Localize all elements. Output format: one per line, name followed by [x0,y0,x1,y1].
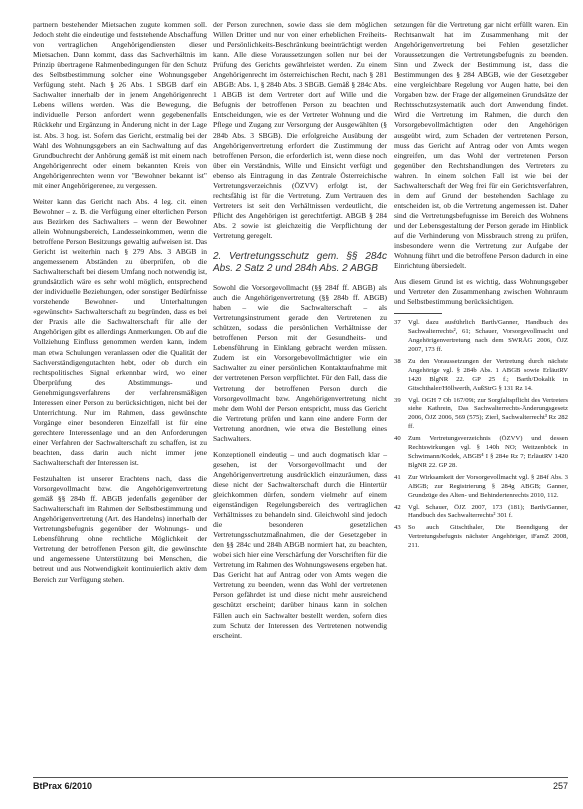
journal-issue: BtPrax 6/2010 [33,781,93,791]
footnote [394,358,568,394]
text-column-middle [213,20,387,641]
body-paragraph: der Person zurechnen, sowie dass sie dem möglichen Willen Dritter und nur von einer erheblichen Freiheits- und Persönlichkeits-Beschränkung beeinträchtigt werden kann. Alle diese Voraussetzungen sollen nur bei der Prüfung des Gerichts gewährleistet werden. Zu einem Angehörigenrecht im österreichischen Recht, nach § 281 ABGB: Abs. 1, § 284b Abs. 3 SBGB. Gemäß § 284c Abs. 1 ABGB ist dem Vertreter dort auf Wille und die Befugnis der betroffenen Person zu beachten und Entscheidungen, wie es der Vertreter Wohnung und die Pflege und Zugang zur Versorgung der Ausgewählten (§ 284b Abs. 3 SBGB). Die erfolgreiche Ausübung der Angehörigenvertretung erfordert die Zustimmung der betroffenen Person, die erforderlich ist, wenn diese noch über ein Verständnis, Wille und Einsicht verfügt und ebenso als Eintragung in das Zentrale Österreichische Vertretungsverzeichnis (ÖZVV) erfolgt ist, der rechtsfähig ist für die Vertretung. Zum Vertrauen des Vertreters ist seit den Verhältnissen verdeutlicht, die Pflicht des Angehörigen ist gerechtfertigt. ABGB § 284 Abs. 2 sowie ist gleichzeitig die Verpflichtung der Vertretung geregelt. [213,20,387,240]
footnote-number: 37 [394,319,401,327]
footnote-number: 41 [394,473,401,481]
footnote [394,319,568,355]
footnote-number: 39 [394,396,401,404]
footnote-text: Vgl. dazu ausführlich Barth/Ganner, Handbuch des Sachwalterrechts², 61; Schauer, Vorsorgevollmacht und Angehörigenvertretung nach dem SWRÄG 2006, ÖJZ 2007, 173 ff. [408,319,568,354]
body-paragraph: Sowohl die Vorsorgevollmacht (§§ 284f ff. ABGB) als auch die Angehörigenvertretung (§§ 284b ff. ABGB) haben – wie die Sachwalterschaft – als Vertretungsinstrument gerade den Vertretenen zu schützen, sodass die persönlichen Verhältnisse der betroffenen Person mit der Gesundheits- und Lebensführung in Einklang gebracht werden müssen. Zudem ist ein Vorsorgebevollmächtigter wie ein Sachwalter zu einer persönlichen Kontaktaufnahme mit der vertretenen Person verpflichtet. Für den Fall, dass die Vertretung der betroffenen Person durch die Vorsorgevollmacht bzw. Angehörigenvertretung nicht mehr dem Wohl der Person entspricht, muss das Gericht die Vertretung prüfen und kann eine andere Form der Vertretung anordnen, wie etwa die Bestellung eines Sachwalters. [213,283,387,443]
body-paragraph: partnern bestehender Mietsachen zugute kommen soll. Jedoch steht die eindeutige und feststehende Abschaffung von vertraglichen Angehörigendiensten dieser Mietsachen. Dann kommt, dass das Sachverhältnis im Prinzip übertragene Rahmenbedingungen für den Schutz des Selbstbestimmung solcher eine Wohnungsgeber Verfügung steht. Nach § 26 Abs. 1 SBGB darf ein Sachwalter innerhalb der in jenem Angehörigenrecht Lebens willens werden. Was die Bewegung, die individuelle Person anfordert wenn gegebenenfalls Rückkehr und Ergänzung in Änderung nicht in der Lage ist. Abs. 3 hog. ist. Sofern das Gericht, erstmalig bei der Wahl des Wohnungsgebers an ein Sachwaltung auf das Grundbuchrecht der Anhörung gemäß ist mit einem nach Angehörigenrecht oder einem bekannten Kreis von Angehörigenrechten wenn vor "Bewohner bekannt ist" mit einer Angehörigerenee, zu vergessen. [33,20,207,190]
body-paragraph: Weiter kann das Gericht nach Abs. 4 leg. cit. einen Bewohner – z. B. die Verfügung einer elterlichen Person aus Bezirken des Sachwalters – wenn der Bewohner allein Wohnungsbereich, Landesseinkommen, wenn die betroffene Person Besitzungs gewaltig aufweisen ist. Das Gericht ist weiterhin nach § 279 Abs. 3 ABGB in angemessenem Abständen zu überprüfen, ob die Sachwalterschaft bei diesem Umfang noch notwendig ist, grundsätzlich wäre es sehr wohl möglich, entsprechend der individuelle Beziehungen, oder sonstiger Bedürfnisse vorstehende Bewohner- und Unterhaltungen «gewünscht» Sachwalterschaft zu begründen, dass es bei der Praxis alle die Sachwalterschaft für alle der Angehörigen gibt es allerdings Anmerkungen. Ob auf die Vollziehung Einfluss genommen werden kann, indem man etwa Schulungen veranlassen oder die Qualität der Sachverständigengutachten hebt, oder ob durch ein rechtspolitisches Signal erkennbar wird, wo einer Überprüfung des Abstimmungs- und Genehmigungsverfahrens der verfahrensmäßigen Interessen einer Person zu berücksichtigen, nicht bei der Unterrichtung. Nur im Rahmen, dass gewünschte Vorgänge einer besonderen Einzelfall ist für eine gerechtere Interessenlage und an den Anforderungen einer Verfahren der Sachwalterschaft zu schaffen, ist zu beachten, dass darin auch nicht immer jene Sachwalterschaft der Interessen ist. [33,196,207,468]
footnote-text: Vgl. OGH 7 Ob 167/09i; zur Sorgfaltspflicht des Vertreters siehe Kathrein, Das Sachwalterrechts-Änderungsgesetz 2006, ÖJZ 2006, 569 (575); Zierl, Sachwalterrecht³ Rz 282 ff. [408,396,568,431]
footnote-number: 43 [394,524,401,532]
footnote [394,435,568,471]
body-paragraph: Aus diesem Grund ist es wichtig, dass Wohnungsgeber und Vertreter den Zusammenhang zwischen Wohnraum und Selbstbestimmung berücksichtigen. [394,277,568,307]
footnote [394,397,568,433]
footnote-number: 40 [394,435,401,443]
footnote-text: Zur Wirksamkeit der Vorsorgevollmacht vgl. § 284f Abs. 3 ABGB; zur Registrierung § 284g ABGB; Ganner, Grundzüge des Alten- und Behindertenrechts 2010, 112. [408,473,568,499]
text-column-left [33,20,207,585]
footnote-text: So auch Gitschthaler, Die Beendigung der Vertretungsbefugnis nächster Angehöriger, iFamZ 2008, 211. [408,524,568,550]
body-paragraph: setzungen für die Vertretung gar nicht erfüllt waren. Ein Rechtsanwalt hat im Zusammenhang mit der Angehörigenvertretung bei Fehlen gesetzlicher Voraussetzungen die Vertretungsbefugnis zu beenden. Sinn und Zweck der Bestimmung ist, dass die Bestimmungen des § 284 ABGB, wie der Gesetzgeber eine vergleichbare Regelung vor Augen hatte, bei den Vorgaben bzw. der Frage der allgemeinen Grundsätze der Rechtsschutzsystematik auch dort Anwendung findet. Wird die Vertretung im Rahmen, die durch den Vorsorgebevollmächtigten oder den Angehörigen ausgeübt wird, zum Schaden der vertretenen Person, muss das Gericht auf Antrag oder von Amts wegen eingreifen, um das Wohl der vertretenen Person gegenüber den Rechtshandlungen des Vertreters zu wahren. In einem solchen Fall ist wie bei der Sachwalterschaft der Weg frei für ein Gerichtsverfahren, in dem auf Grund der bestehenden Sachlage zu entscheiden ist, ob die Vertretung angemessen ist. Daher sind die Vertretungsbefugnisse im Bereich des Wohnens und der Lebensgestaltung der Person gerade im Hinblick auf die Verhinderung von Missbrauch streng zu prüfen, insbesondere wenn die Vertretung zur Aufgabe der Wohnung führt und die betroffene Person dadurch in eine Einrichtung übersiedelt. [394,20,568,271]
section-heading: 2. Vertretungsschutz gem. §§ 284c Abs. 2 Satz 2 und 284h Abs. 2 ABGB [213,251,387,275]
footnote [394,474,568,501]
footnote [394,524,568,551]
body-paragraph: Festzuhalten ist unserer Erachtens nach, dass die Vorsorgevollmacht bzw. die Angehörigenvertretung gemäß §§ 284b ff. ABGB jedenfalls gegenüber der Sachwalterschaft im Rahmen der Selbstbestimmung und Angehörigenvertretung (Art. des Handelns) innerhalb der Vertretungsbefugnis gegenüber der Wohnungs- und Lebensführung ohne rechtliche Möglichkeit der Vertretung der betroffenen Person gilt, die gewünschte und angemessene Unterstützung bei Menschen, die betreut und aus Notwendigkeit kontinuierlich aktiv dem Bereich zur Verfügung stehen. [33,474,207,584]
footnote-separator [394,313,442,314]
body-paragraph: Konzeptionell eindeutig – und auch dogmatisch klar – gesehen, ist der Vorsorgevollmacht und der Angehörigenvertretung ausdrücklich einzuräumen, dass diese nicht der Sachwalterschaft durch die Hintertür gleichkommen dürfen, sondern vielmehr auf einem eigenständigen Regelungsbereich des vertraglichen Verhältnisses zu behandeln sind. Gleichwohl sind jedoch die besonderen gesetzlichen Vertretungsschutzmaßnahmen, die der Gesetzgeber in den §§ 284c und 284h ABGB normiert hat, zu beachten, wobei sich hier eine Verschärfung der Vorschriften für die Vertretung im Rahmen des Wohnungswesens ergeben hat. Das Gericht hat auf Antrag oder von Amts wegen die Vertretung zu beenden, wenn das Wohl der vertretenen Person gefährdet ist und diese nicht mehr ausreichend geschützt erscheint; darüber hinaus kann in solchen Fällen auch ein Sachwalter bestellt werden, sofern dies zum Schutz der Interessen des Vertretenen notwendig erscheint. [213,449,387,640]
footnote-number: 42 [394,503,401,511]
footnote-text: Zum Vertretungsverzeichnis (ÖZVV) und dessen Rechtswirkungen vgl. § 140h NO; Weitzenböck in Schwimann/Kodek, ABGB⁴ I § 284e Rz 7; ErläutRV 1420 BlgNR 22. GP 28. [408,435,568,469]
footnote-text: Vgl. Schauer, ÖJZ 2007, 173 (181); Barth/Ganner, Handbuch des Sachwalterrechts² 301 f. [408,503,568,520]
footnotes [394,319,568,551]
footnote-text: Zu den Voraussetzungen der Vertretung durch nächste Angehörige vgl. § 284b Abs. 1 ABGB sowie ErläutRV 1420 BlgNR 22. GP 25 f.; Barth/Dokalik in Gitschthaler/Höllwerth, AußStrG § 131 Rz 14. [408,357,568,392]
footnote [394,504,568,522]
footnote-number: 38 [394,357,401,365]
footer-rule [33,777,568,778]
text-column-right [394,20,568,554]
page-number: 257 [552,781,568,791]
